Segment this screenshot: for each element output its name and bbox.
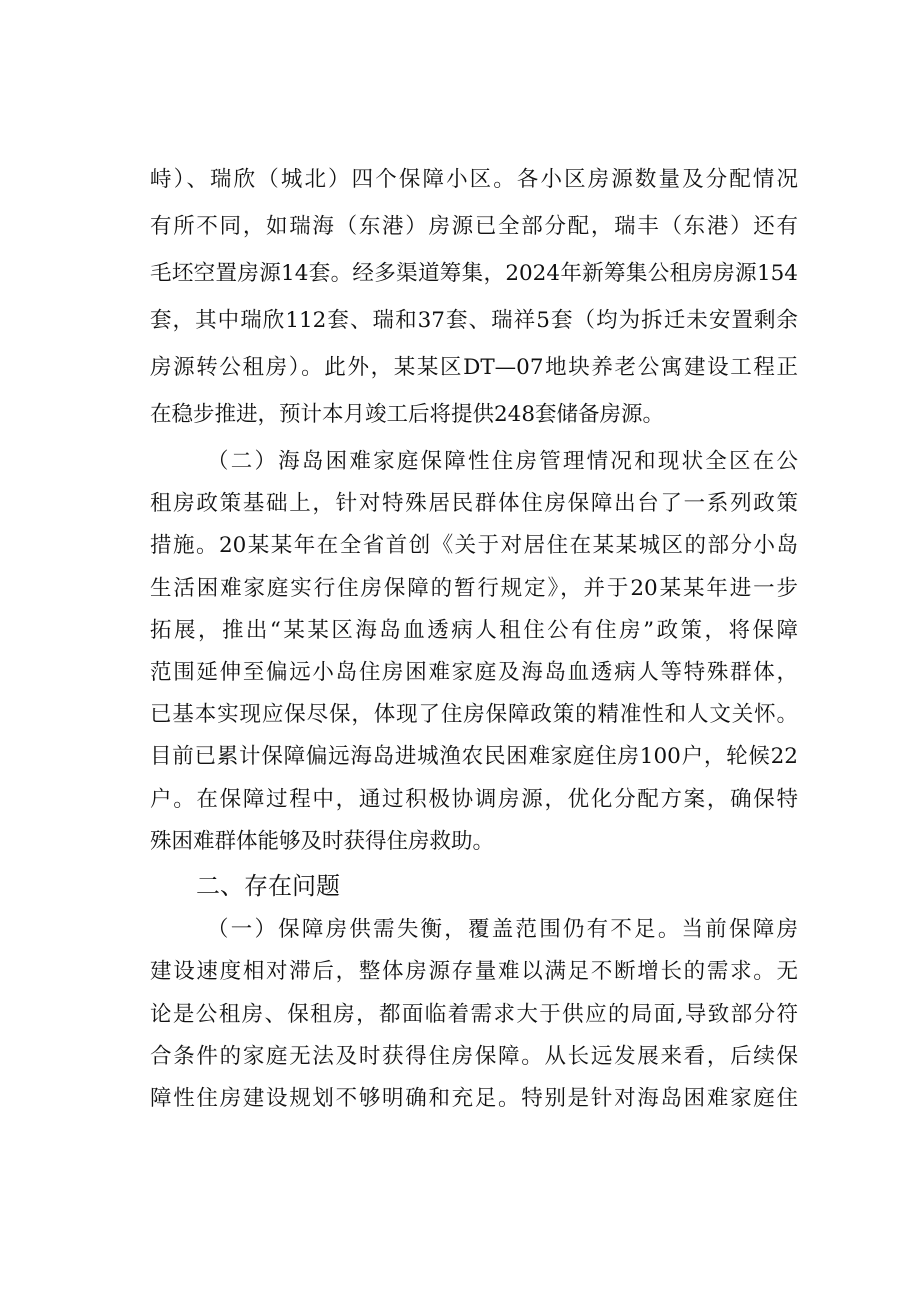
paragraph-line: 户。在保障过程中，通过积极协调房源，优化分配方案，确保特 (150, 786, 798, 812)
paragraph-line: 范围延伸至偏远小岛住房困难家庭及海岛血透病人等特殊群体， (150, 660, 798, 685)
paragraph-line: 论是公租房、保租房，都面临着需求大于供应的局面,导致部分符 (150, 1001, 798, 1027)
paragraph-line: 租房政策基础上，针对特殊居民群体住房保障出台了一系列政策 (150, 491, 798, 517)
paragraph-line: 合条件的家庭无法及时获得住房保障。从长远发展来看，后续保 (150, 1043, 798, 1069)
paragraph-line: 建设速度相对滞后，整体房源存量难以满足不断增长的需求。无 (150, 959, 798, 985)
paragraph-line: 毛坯空置房源14套。经多渠道筹集，2024年新筹集公租房房源154 (150, 261, 798, 286)
paragraph-line: 房源转公租房）。此外，某某区DT—07地块养老公寓建设工程正 (150, 355, 798, 380)
paragraph-line: 峙）、瑞欣（城北）四个保障小区。各小区房源数量及分配情况 (150, 167, 798, 192)
paragraph-line: 目前已累计保障偏远海岛进城渔农民困难家庭住房100户，轮候22 (150, 744, 798, 770)
paragraph-line: 障性住房建设规划不够明确和充足。特别是针对海岛困难家庭住 (150, 1086, 798, 1111)
paragraph-line: 在稳步推进，预计本月竣工后将提供248套储备房源。 (150, 402, 665, 427)
paragraph-line: （二）海岛困难家庭保障性住房管理情况和现状全区在公 (207, 449, 798, 474)
paragraph-line: 措施。20某某年在全省首创《关于对居住在某某城区的部分小岛 (150, 533, 798, 559)
paragraph-line: （一）保障房供需失衡，覆盖范围仍有不足。当前保障房 (207, 917, 798, 943)
paragraph-line: 有所不同，如瑞海（东港）房源已全部分配，瑞丰（东港）还有 (150, 214, 798, 239)
paragraph-line: 殊困难群体能够及时获得住房救助。 (150, 828, 495, 854)
paragraph-line: 拓展，推出“某某区海岛血透病人租住公有住房”政策，将保障 (150, 617, 798, 643)
paragraph-line: 生活困难家庭实行住房保障的暂行规定》，并于20某某年进一步 (150, 575, 798, 601)
section-heading: 二、存在问题 (196, 872, 340, 900)
paragraph-line: 套，其中瑞欣112套、瑞和37套、瑞祥5套（均为拆迁未安置剩余 (150, 308, 798, 333)
paragraph-line: 已基本实现应保尽保，体现了住房保障政策的精准性和人文关怀。 (150, 702, 798, 728)
